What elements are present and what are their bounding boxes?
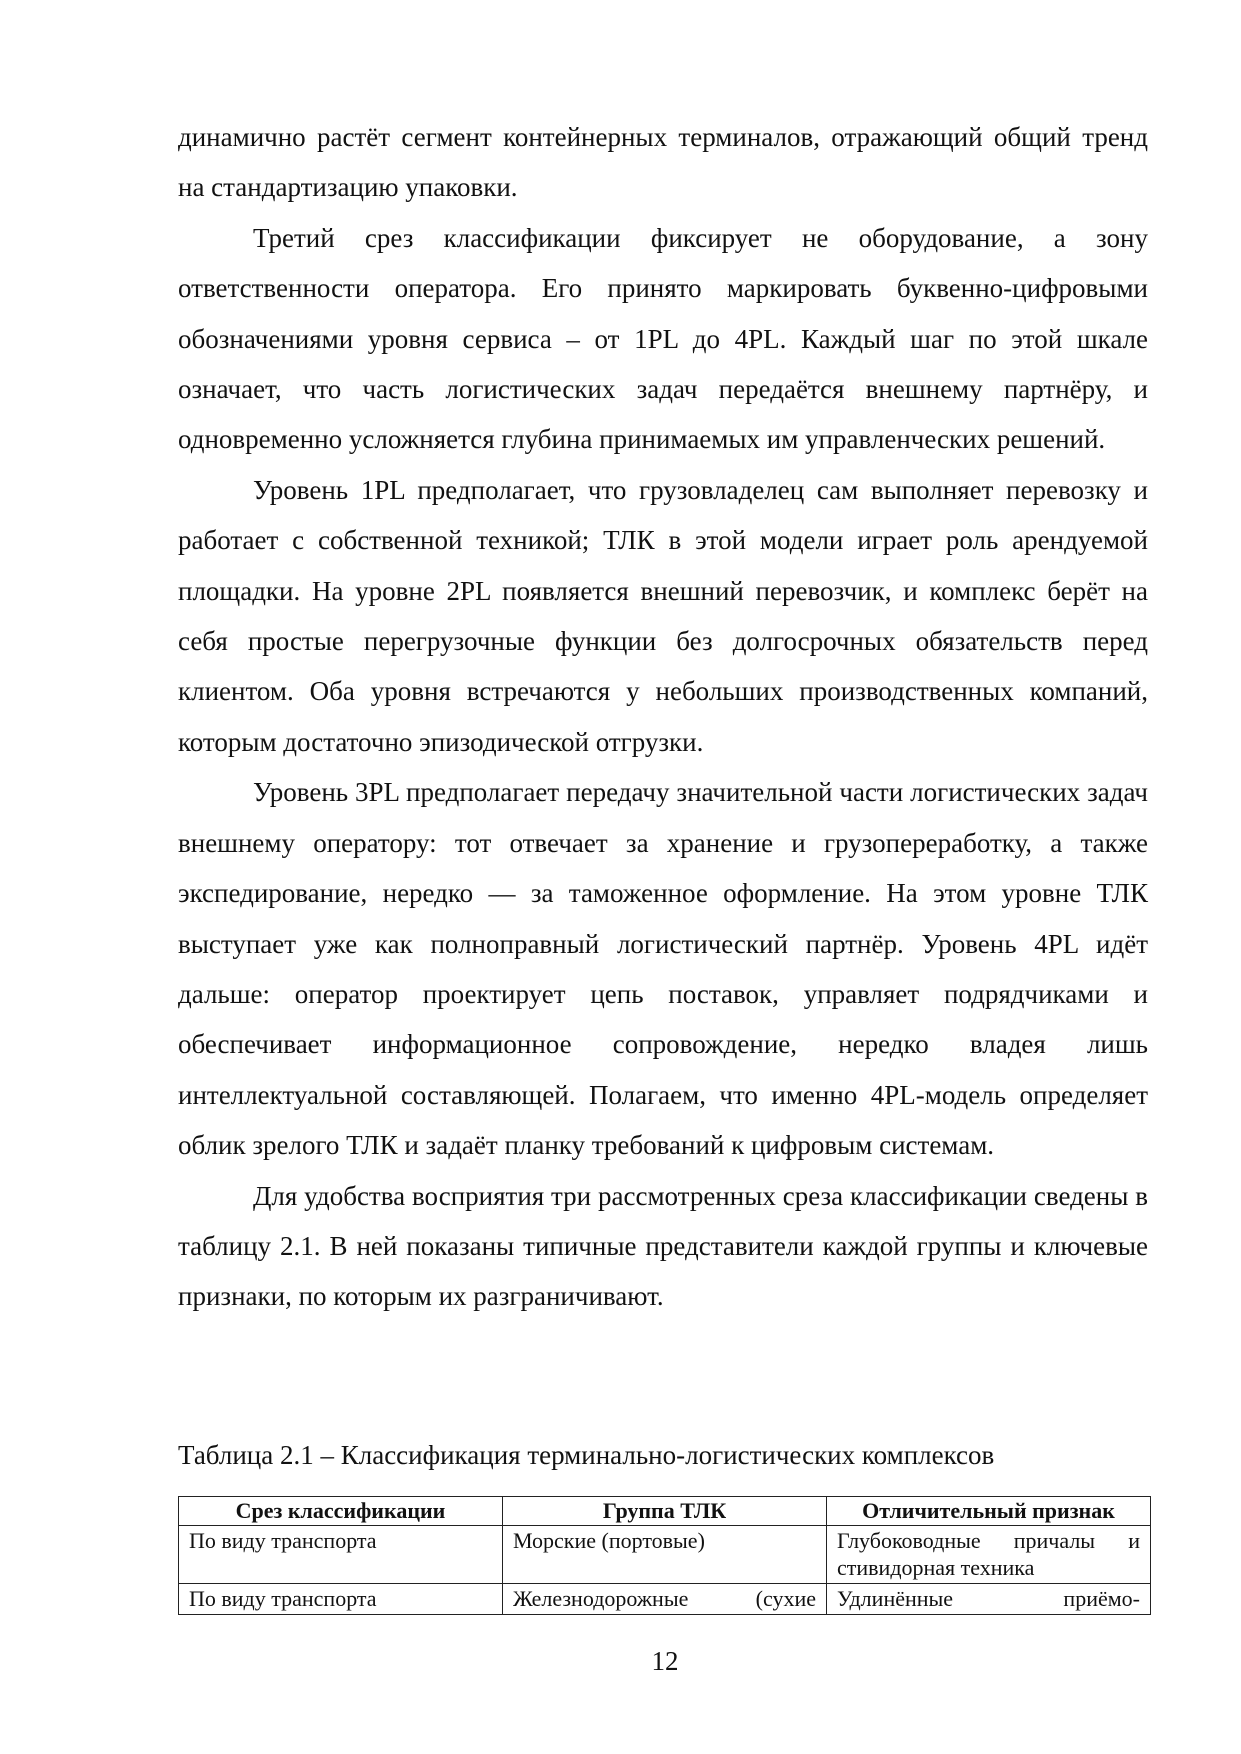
table-cell: Удлинённые приёмо- <box>827 1584 1151 1615</box>
column-header: Отличительный признак <box>827 1497 1151 1526</box>
table-cell: Железнодорожные (сухие <box>503 1584 827 1615</box>
classification-table <box>178 1496 1151 1615</box>
table-caption: Таблица 2.1 – Классификация терминально-логистических комплексов <box>178 1440 995 1470</box>
paragraph-table-intro: Для удобства восприятия три рассмотренных среза классификации сведены в таблицу 2.1. В ней показаны типичные представители каждой группы и ключевые признаки, по которым их разграничивают. <box>178 1180 1148 1312</box>
table-row <box>179 1584 1151 1615</box>
paragraph-3pl-4pl: Уровень 3PL предполагает передачу значительной части логистических задач внешнему оператору: тот отвечает за хранение и грузопереработку, а также экспедирование, нередко — за таможенное оформление. На этом уровне ТЛК выступает уже как полноправный логистический партнёр. Уровень 4PL идёт дальше: оператор проектирует цепь поставок, управляет подрядчиками и обеспечивает информационное сопровождение, нередко владея лишь интеллектуальной составляющей. Полагаем, что именно 4PL-модель определяет облик зрелого ТЛК и задаёт планку требований к цифровым системам. <box>178 777 1148 1161</box>
table-cell: Морские (портовые) <box>503 1526 827 1584</box>
table-header-row <box>179 1497 1151 1526</box>
table-cell: По виду транспорта <box>179 1584 503 1615</box>
body-text <box>178 112 1148 1322</box>
table-row <box>179 1526 1151 1584</box>
table-cell: Глубоководные причалы и стивидорная техника <box>827 1526 1151 1584</box>
page-number: 12 <box>651 1646 679 1676</box>
paragraph-third-slice: Третий срез классификации фиксирует не оборудование, а зону ответственности оператора. Его принято маркировать буквенно-цифровыми обозначениями уровня сервиса – от 1PL до 4PL. Каждый шаг по этой шкале означает, что часть логистических задач передаётся внешнему партнёру, и одновременно усложняется глубина принимаемых им управленческих решений. <box>178 222 1148 455</box>
column-header: Срез классификации <box>179 1497 503 1526</box>
column-header: Группа ТЛК <box>503 1497 827 1526</box>
table-cell: По виду транспорта <box>179 1526 503 1584</box>
paragraph-1pl-2pl: Уровень 1PL предполагает, что грузовладелец сам выполняет перевозку и работает с собственной техникой; ТЛК в этой модели играет роль арендуемой площадки. На уровне 2PL появляется внешний перевозчик, и комплекс берёт на себя простые перегрузочные функции без долгосрочных обязательств перед клиентом. Оба уровня встречаются у небольших производственных компаний, которым достаточно эпизодической отгрузки. <box>178 474 1148 757</box>
paragraph-continuation: динамично растёт сегмент контейнерных терминалов, отражающий общий тренд на стандартизацию упаковки. <box>178 122 1148 203</box>
